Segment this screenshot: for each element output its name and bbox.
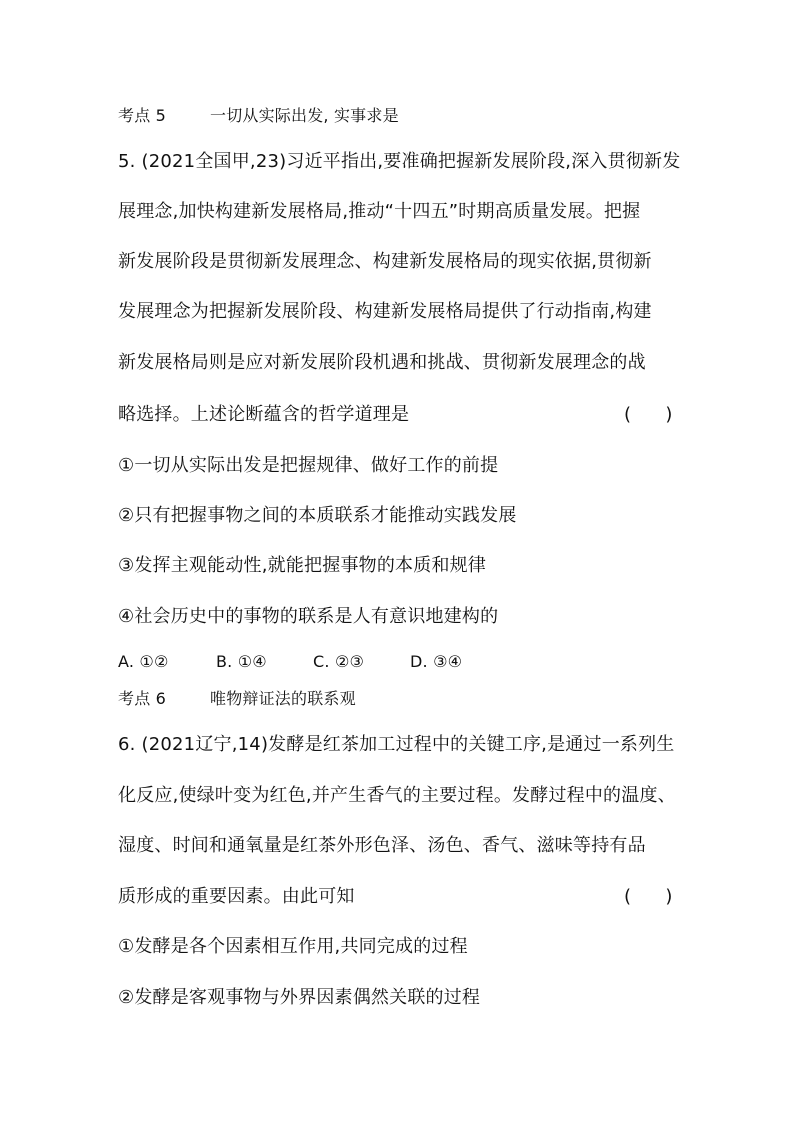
statement-2: ②只有把握事物之间的本质联系才能推动实践发展 <box>118 505 517 526</box>
answer-bracket: ( ) <box>624 404 673 425</box>
option-a[interactable]: A. ①② <box>118 652 169 671</box>
statement-1: ①发酵是各个因素相互作用,共同完成的过程 <box>118 936 468 957</box>
question-6-line-2: 化反应,使绿叶变为红色,并产生香气的主要过程。发酵过程中的温度、 <box>118 785 676 806</box>
question-5-line-2: 展理念,加快构建新发展格局,推动“十四五”时期高质量发展。把握 <box>118 201 641 222</box>
section-title: 唯物辩证法的联系观 <box>210 689 356 708</box>
question-5-line-4: 发展理念为把握新发展阶段、构建新发展格局提供了行动指南,构建 <box>118 301 652 322</box>
statement-4: ④社会历史中的事物的联系是人有意识地建构的 <box>118 606 499 627</box>
section-heading-5 <box>118 104 399 128</box>
option-b[interactable]: B. ①④ <box>216 652 267 671</box>
question-5-line-3: 新发展阶段是贯彻新发展理念、构建新发展格局的现实依据,贯彻新 <box>118 251 652 272</box>
section-title: 一切从实际出发, 实事求是 <box>210 106 399 125</box>
answer-options <box>118 650 462 674</box>
answer-bracket: ( ) <box>624 886 673 907</box>
question-5-line-1: 5. (2021全国甲,23)习近平指出,要准确把握新发展阶段,深入贯彻新发 <box>118 151 681 172</box>
question-6-line-4: 质形成的重要因素。由此可知 <box>118 886 355 907</box>
section-tag: 考点 5 <box>118 106 167 125</box>
question-6-line-3: 湿度、时间和通氧量是红茶外形色泽、汤色、香气、滋味等持有品 <box>118 835 646 856</box>
statement-1: ①一切从实际出发是把握规律、做好工作的前提 <box>118 455 499 476</box>
statement-3: ③发挥主观能动性,就能把握事物的本质和规律 <box>118 555 487 576</box>
option-d[interactable]: D. ③④ <box>410 652 463 671</box>
question-5-line-5: 新发展格局则是应对新发展阶段机遇和挑战、贯彻新发展理念的战 <box>118 352 646 373</box>
option-c[interactable]: C. ②③ <box>313 652 365 671</box>
statement-2: ②发酵是客观事物与外界因素偶然关联的过程 <box>118 987 481 1008</box>
question-5-line-6: 略选择。上述论断蕴含的哲学道理是 <box>118 404 410 425</box>
section-tag: 考点 6 <box>118 689 167 708</box>
question-6-line-1: 6. (2021辽宁,14)发酵是红茶加工过程中的关键工序,是通过一系列生 <box>118 734 675 755</box>
section-heading-6 <box>118 687 356 711</box>
